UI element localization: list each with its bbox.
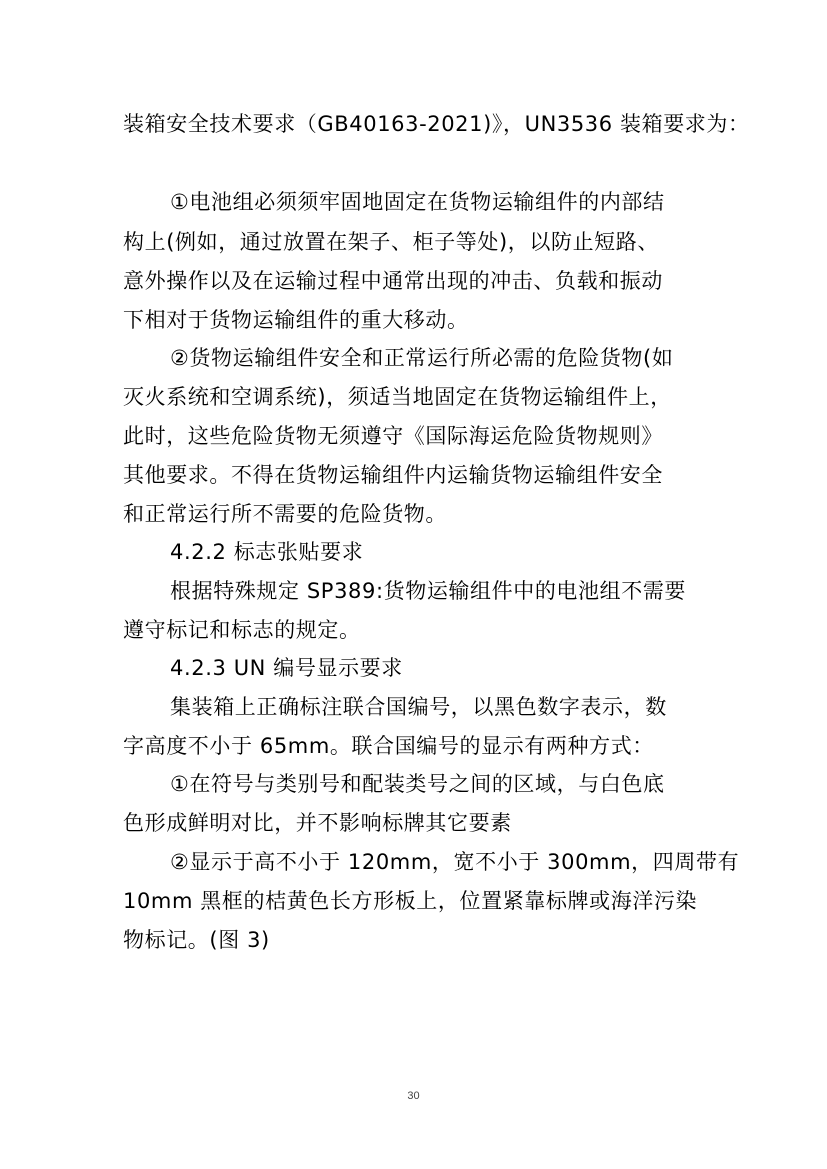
- paragraph-line: 物标记。(图 3): [123, 928, 270, 952]
- paragraph-line: 色形成鲜明对比，并不影响标牌其它要素: [123, 811, 512, 835]
- paragraph-line: 此时，这些危险货物无须遵守《国际海运危险货物规则》: [123, 424, 663, 448]
- paragraph-line: ①电池组必须须牢固地固定在货物运输组件的内部结: [170, 190, 665, 214]
- paragraph-line: 字高度不小于 65mm。联合国编号的显示有两种方式：: [123, 734, 654, 758]
- paragraph-line: 10mm 黑框的桔黄色长方形板上，位置紧靠标牌或海洋污染: [123, 889, 698, 913]
- paragraph-line: 遵守标记和标志的规定。: [123, 618, 361, 642]
- paragraph-line: 集装箱上正确标注联合国编号，以黑色数字表示，数: [170, 695, 667, 719]
- page-number: 30: [407, 1090, 420, 1102]
- section-heading-4-2-2: 4.2.2 标志张贴要求: [170, 540, 364, 564]
- paragraph-line: ②显示于高不小于 120mm，宽不小于 300mm，四周带有: [170, 850, 740, 874]
- section-heading-4-2-3: 4.2.3 UN 编号显示要求: [170, 656, 403, 680]
- paragraph-line: 装箱安全技术要求（GB40163-2021)》，UN3536 装箱要求为：: [123, 112, 750, 136]
- paragraph-line: 根据特殊规定 SP389:货物运输组件中的电池组不需要: [170, 579, 687, 603]
- paragraph-line: 下相对于货物运输组件的重大移动。: [123, 308, 469, 332]
- paragraph-line: 意外操作以及在运输过程中通常出现的冲击、负载和振动: [123, 269, 663, 293]
- paragraph-line: 其他要求。不得在货物运输组件内运输货物运输组件安全: [123, 463, 663, 487]
- paragraph-line: ②货物运输组件安全和正常运行所必需的危险货物(如: [170, 346, 674, 370]
- paragraph-line: 灭火系统和空调系统)，须适当地固定在货物运输组件上，: [123, 385, 672, 409]
- paragraph-line: 构上(例如，通过放置在架子、柜子等处)，以防止短路、: [123, 230, 659, 254]
- paragraph-line: ①在符号与类别号和配装类号之间的区域，与白色底: [170, 772, 665, 796]
- paragraph-line: 和正常运行所不需要的危险货物。: [123, 502, 447, 526]
